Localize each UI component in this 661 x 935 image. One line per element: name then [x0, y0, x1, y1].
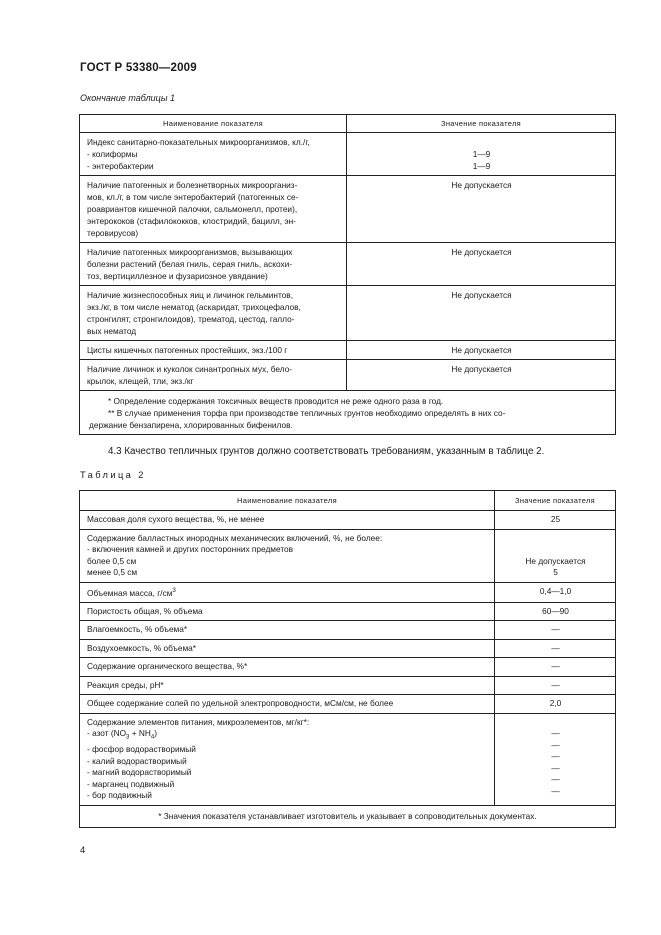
table2	[79, 490, 616, 828]
table2-row-dry-matter-value: 25	[495, 511, 616, 530]
table-row	[80, 360, 616, 391]
table1-row6-name: Наличие личинок и куколок синантропных мух, бело- крылок, клещей, тли, экз./кг	[80, 360, 347, 391]
table2-row-organic-value: —	[495, 658, 616, 677]
table1-row2-value: Не допускается	[347, 176, 616, 243]
table-row	[80, 695, 616, 714]
table2-row-organic-name: Содержание органического вещества, %*	[80, 658, 495, 677]
table1-row2-name: Наличие патогенных и болезнетворных микроорганиз- мов, кл./г, в том числе энтеробактерий (патогенных се- роавриантов кишечной палочки, сальмонелл, протеи), энтерококов (стафилококков, клостридий, бацилл, эн- теровирусов)	[80, 176, 347, 243]
table1-notes-row	[80, 391, 616, 435]
table1-note-2: ** В случае применения торфа при производстве тепличных грунтов необходимо определять в них со-	[108, 408, 506, 418]
table-row	[80, 511, 616, 530]
table-row	[80, 639, 616, 658]
table2-note: * Значения показателя устанавливает изготовитель и указывает в сопроводительных документах.	[80, 805, 616, 828]
nitrogen-line: - азот $(NO_3 + NH_4)$	[87, 728, 157, 741]
table2-row-ph-name: Реакция среды, рН*	[80, 676, 495, 695]
table2-row-density-value: 0,4—1,0	[495, 582, 616, 602]
table2-row-moisture-value: —	[495, 621, 616, 640]
table-row	[80, 602, 616, 621]
table1-header-row	[80, 115, 616, 133]
table2-row-salts-name: Общее содержание солей по удельной электропроводности, мСм/см, не более	[80, 695, 495, 714]
table2-row-dry-matter-name: Массовая доля сухого вещества, %, не менее	[80, 511, 495, 530]
table1-notes	[80, 391, 616, 435]
table1-row5-value: Не допускается	[347, 341, 616, 360]
table-row	[80, 713, 616, 805]
table1-row1-value: 1—9 1—9	[347, 133, 616, 176]
table2-row-ballast-name: Содержание балластных инородных механических включений, %, не более: - включения камней и других посторонних предметов более 0,5 см менее 0,5 см	[80, 529, 495, 582]
table1-row1-name: Индекс санитарно-показательных микроорганизмов, кл./г, - колиформы - энтеробактерии	[80, 133, 347, 176]
table2-row-porosity-value: 60—90	[495, 602, 616, 621]
table-row	[80, 621, 616, 640]
table1-column-header-name: Наименование показателя	[80, 115, 347, 133]
table1-row3-value: Не допускается	[347, 243, 616, 286]
table2-row-moisture-name: Влагоемкость, % объема*	[80, 621, 495, 640]
document-header: ГОСТ Р 53380—2009	[80, 62, 197, 74]
table1-note-1: * Определение содержания токсичных веществ проводится не реже одного раза в год.	[108, 396, 444, 406]
table2-column-header-name: Наименование показателя	[80, 491, 495, 511]
table2-row-nutrients-name: Содержание элементов питания, микроэлементов, мг/кг*: - азот $(NO_3 + NH_4)$ - фосфор водорастворимый - калий водорастворимый - магний водорастворимый - марганец подвижный - бор подвижный	[80, 713, 495, 805]
table2-row-density-name: Объемная масса, $г/см^3$	[80, 582, 495, 602]
table1-row4-value: Не допускается	[347, 286, 616, 341]
table-row	[80, 243, 616, 286]
table-row	[80, 176, 616, 243]
table1-row5-name: Цисты кишечных патогенных простейших, экз./100 г	[80, 341, 347, 360]
table1-note-2-continuation: держание бензапирена, хлорированных бифенилов.	[89, 420, 293, 430]
table2-row-air-name: Воздухоемкость, % объема*	[80, 639, 495, 658]
table2-column-header-value: Значение показателя	[495, 491, 616, 511]
table-row	[80, 582, 616, 602]
table-row	[80, 658, 616, 677]
table1-row6-value: Не допускается	[347, 360, 616, 391]
table1-caption: Окончание таблицы 1	[80, 93, 175, 103]
table1-row4-name: Наличие жизнеспособных яиц и личинок гельминтов, экз./кг, в том числе нематод (аскаридат, трихоцефалов, стронгилят, стронгилоидов), трематод, цестод, галло- вых нематод	[80, 286, 347, 341]
table2-notes-row	[80, 805, 616, 828]
table-row	[80, 676, 616, 695]
table2-caption: Таблица 2	[80, 470, 146, 480]
table2-row-nutrients-values: — — — — — —	[495, 713, 616, 805]
table-row	[80, 341, 616, 360]
page-number: 4	[80, 845, 86, 856]
table-row	[80, 133, 616, 176]
table2-row-salts-value: 2,0	[495, 695, 616, 714]
table1-row3-name: Наличие патогенных микроорганизмов, вызывающих болезни растений (белая гниль, серая гниль, аскохи- тоз, вертициллезное и фузариозное увядание)	[80, 243, 347, 286]
paragraph-4-3: 4.3 Качество тепличных грунтов должно соответствовать требованиям, указанным в таблице 2.	[108, 446, 545, 457]
table2-row-ph-value: —	[495, 676, 616, 695]
table2-row-porosity-name: Пористость общая, % объема	[80, 602, 495, 621]
table2-row-ballast-value: Не допускается 5	[495, 529, 616, 582]
table1-column-header-value: Значение показателя	[347, 115, 616, 133]
table1	[79, 114, 616, 435]
table-row	[80, 529, 616, 582]
table-row	[80, 286, 616, 341]
table2-header-row	[80, 491, 616, 511]
table2-row-air-value: —	[495, 639, 616, 658]
